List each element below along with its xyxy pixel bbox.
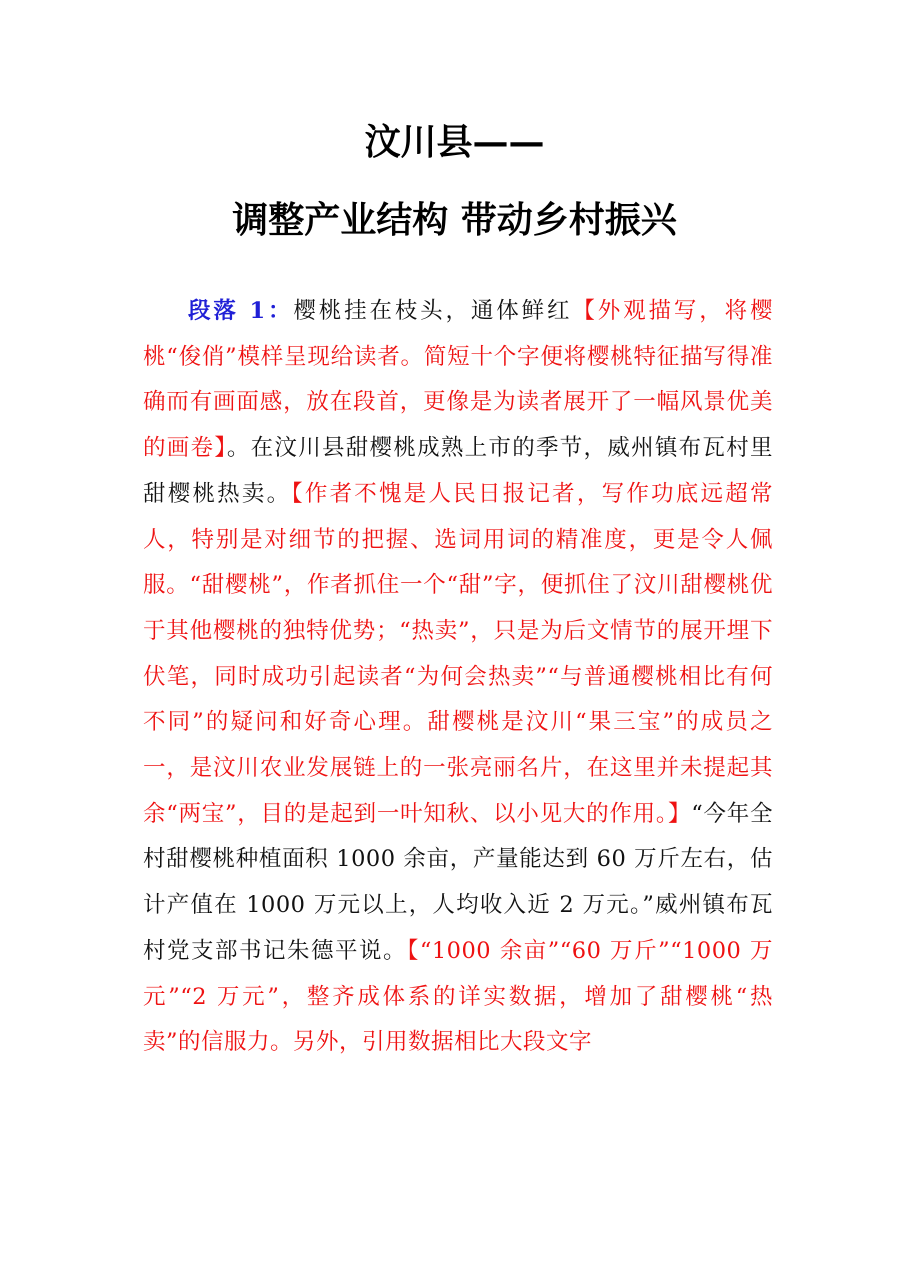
title-line-1: 汶川县—— <box>364 121 545 163</box>
body-text-segment: 樱桃挂在枝头，通体鲜红 <box>293 298 573 324</box>
annotation-segment: 【外观描写，将樱桃“俊俏”模样呈现给读者。简短十个字便将樱桃特征描写得准确而有画面感，放在段首，更像是为读者展开了一幅风景优美的画卷】 <box>143 298 773 462</box>
body-text-segment: 。在汶川县甜樱桃成熟上市的季节，威州镇布瓦村里甜樱桃热卖。 <box>143 435 773 507</box>
annotation-segment: 【作者不愧是人民日报记者，写作功底远超常人，特别是对细节的把握、选词用词的精准度，更是令人佩服。“甜樱桃”，作者抓住一个“甜”字，便抓住了汶川甜樱桃优于其他樱桃的独特优势；“热卖”，只是为后文情节的展开埋下伏笔，同时成功引起读者“为何会热卖”“与普通樱桃相比有何不同”的疑问和好奇心理。甜樱桃是汶川“果三宝”的成员之一，是汶川农业发展链上的一张亮丽名片，在这里并未提起其余“两宝”，目的是起到一叶知秋、以小见大的作用。】 <box>143 480 773 827</box>
annotation-segment: 【“1000 余亩”“60 万斤”“1000 万元”“2 万元”，整齐成体系的详实数据，增加了甜樱桃“热卖”的信服力。另外，引用数据相比大段文字 <box>143 937 773 1056</box>
paragraph-label: 段落 1： <box>188 298 294 324</box>
title-line-2: 调整产业结构 带动乡村振兴 <box>232 199 677 241</box>
body-text-segment: “今年全村甜樱桃种植面积 1000 余亩，产量能达到 60 万斤左右，估计产值在 1000 万元以上，人均收入近 2 万元。”威州镇布瓦村党支部书记朱德平说。 <box>143 800 773 964</box>
paragraph-1 <box>143 289 773 1066</box>
